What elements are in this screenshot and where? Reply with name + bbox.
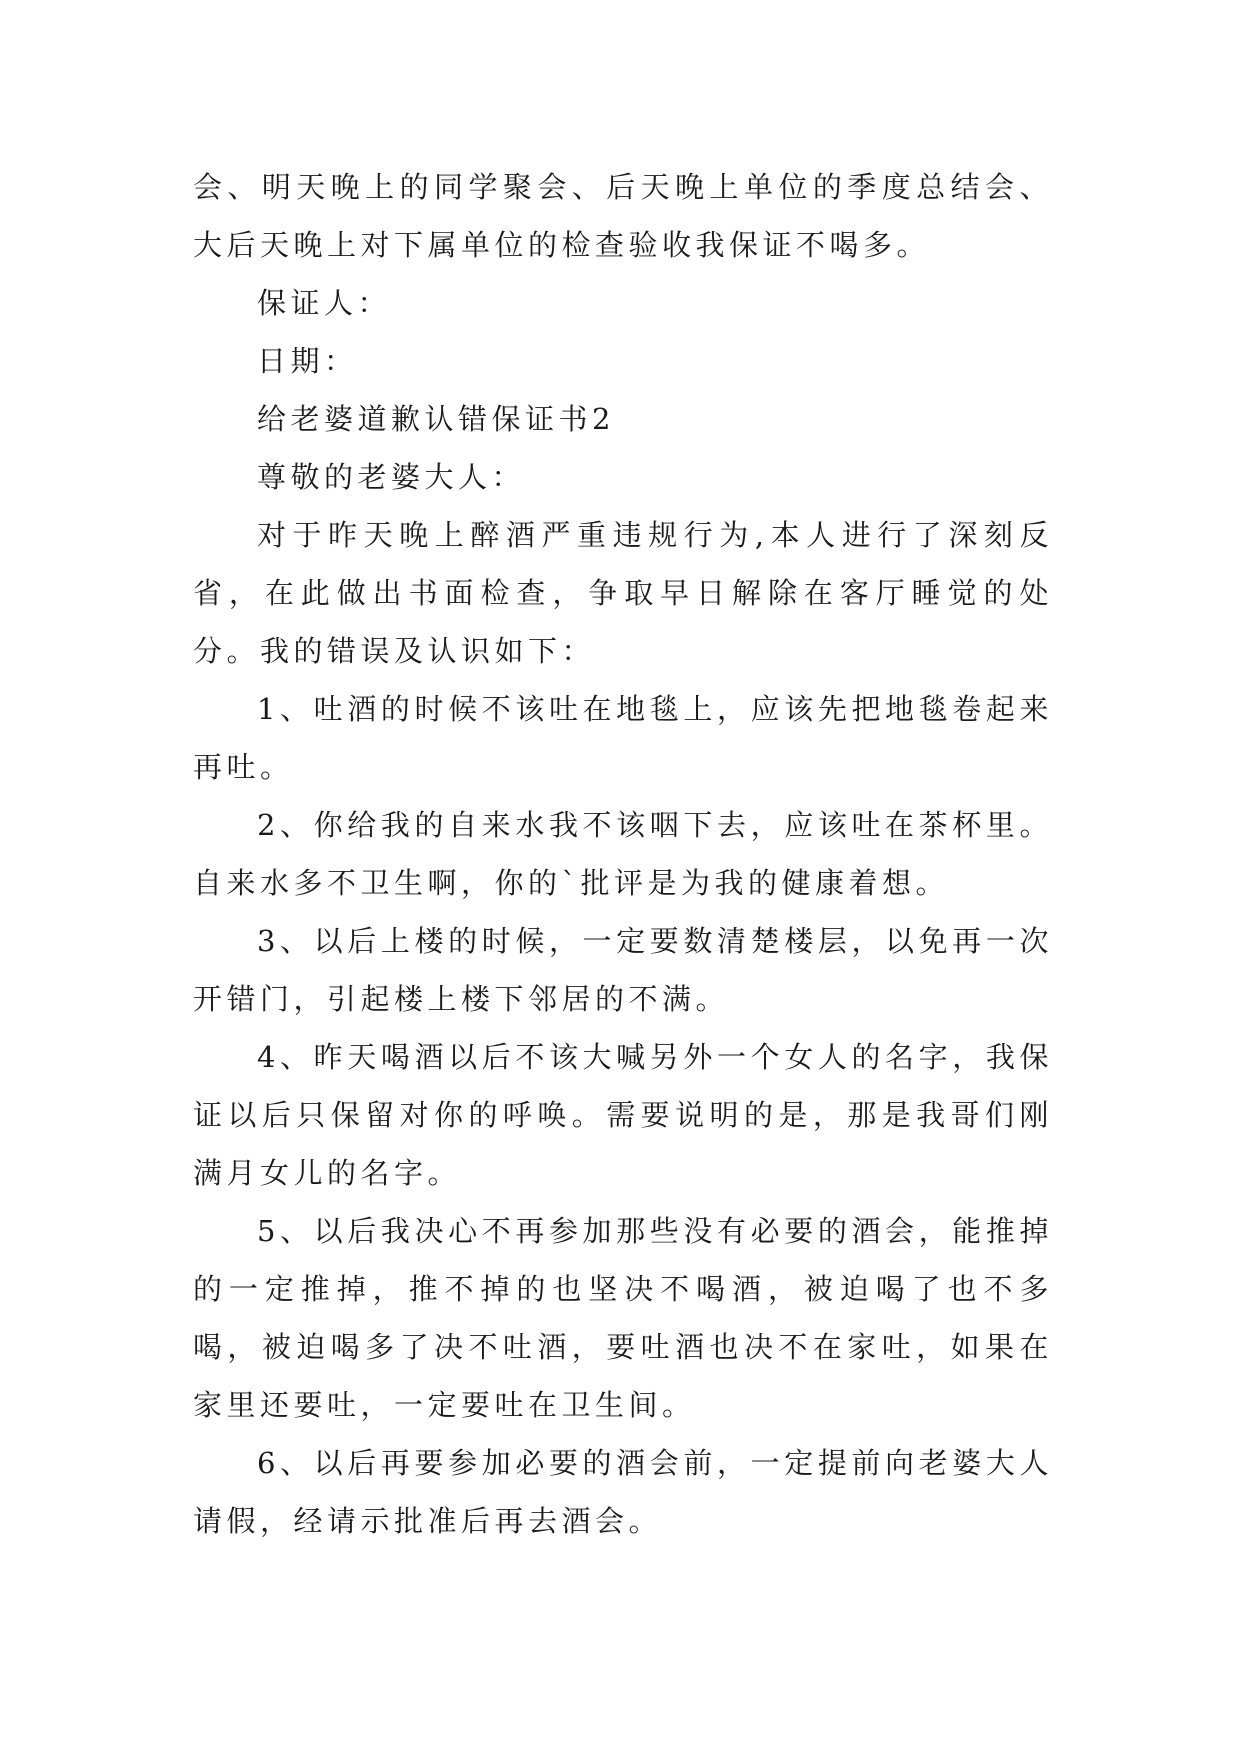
list-item-1: 1、吐酒的时候不该吐在地毯上，应该先把地毯卷起来再吐。: [193, 692, 1053, 784]
list-item-5: 5、以后我决心不再参加那些没有必要的酒会，能推掉的一定推掉，推不掉的也坚决不喝酒，被迫喝了也不多喝，被迫喝多了决不吐酒，要吐酒也决不在家吐，如果在家里还要吐，一定要吐在卫生间。: [193, 1214, 1053, 1422]
salutation: 尊敬的老婆大人：: [257, 460, 526, 494]
paragraph-intro: 对于昨天晚上醉酒严重违规行为,本人进行了深刻反省，在此做出书面检查，争取早日解除在客厅睡觉的处分。我的错误及认识如下：: [193, 518, 1053, 668]
list-item-6: 6、以后再要参加必要的酒会前，一定提前向老婆大人请假，经请示批准后再去酒会。: [193, 1446, 1053, 1538]
date-line: 日期：: [257, 344, 358, 378]
list-item-4: 4、昨天喝酒以后不该大喊另外一个女人的名字，我保证以后只保留对你的呼唤。需要说明的是，那是我哥们刚满月女儿的名字。: [193, 1040, 1053, 1190]
list-item-2: 2、你给我的自来水我不该咽下去，应该吐在茶杯里。自来水多不卫生啊，你的`批评是为我的健康着想。: [193, 808, 1053, 900]
guarantor-line: 保证人：: [257, 286, 392, 320]
list-item-3: 3、以后上楼的时候，一定要数清楚楼层，以免再一次开错门，引起楼上楼下邻居的不满。: [193, 924, 1053, 1016]
paragraph-continuation: 会、明天晚上的同学聚会、后天晚上单位的季度总结会、大后天晚上对下属单位的检查验收我保证不喝多。: [193, 170, 1053, 262]
document-page: [193, 158, 1053, 1550]
document-heading: 给老婆道歉认错保证书2: [257, 402, 615, 436]
